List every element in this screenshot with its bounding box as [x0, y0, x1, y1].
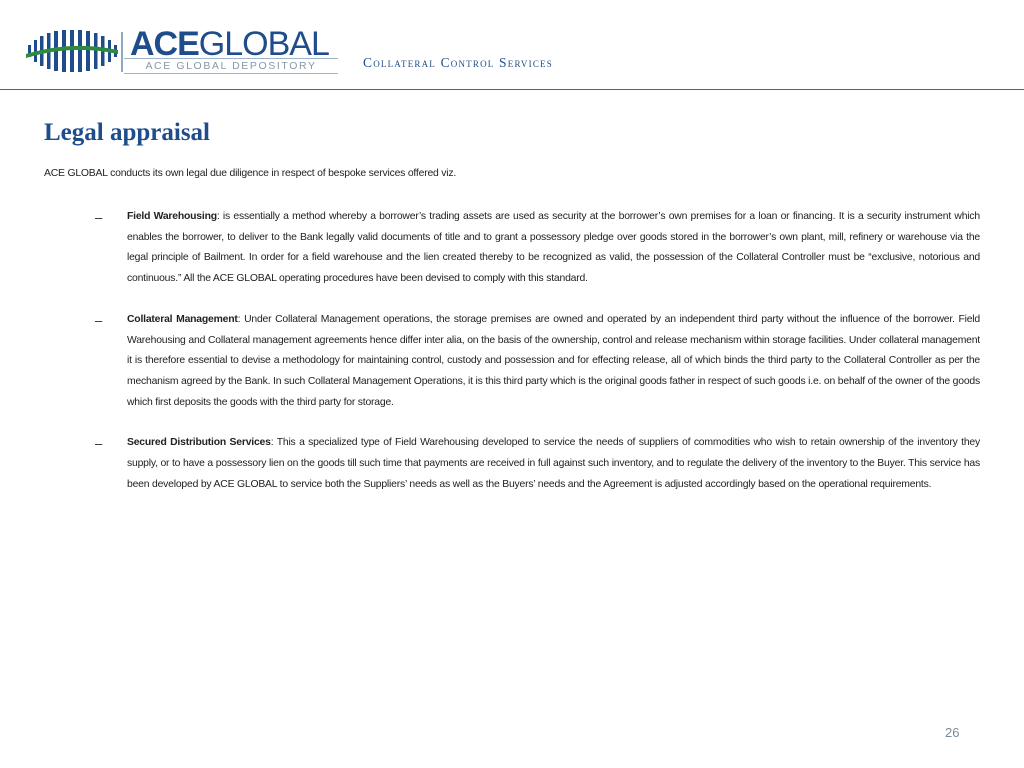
bullet-separator: : — [237, 313, 241, 325]
bullet-heading: Field Warehousing — [127, 211, 217, 222]
bullet-body: This a specialized type of Field Warehousing developed to service the needs of suppliers of commodities who wish to retain ownership of the inventory they supply, or to have a possessory lien on the goods till such time that payments are received in full against such inventory, and to regulate the delivery of the inventory to the Buyer. This service has been developed by ACE GLOBAL to service both the Suppliers’ needs as well as the Buyers’ needs and the Agreement is adjusted accordingly based on the operational requirements. — [127, 437, 980, 490]
intro-paragraph: ACE GLOBAL conducts its own legal due diligence in respect of bespoke services offered viz. — [44, 168, 457, 179]
page-title: Legal appraisal — [44, 119, 210, 146]
logo-subtitle: ACE GLOBAL DEPOSITORY — [124, 58, 338, 74]
bullet-secured-distribution — [95, 433, 980, 495]
bullet-text — [127, 433, 980, 495]
bullet-body: is essentially a method whereby a borrower’s trading assets are used as security at the borrower’s own premises for a loan or financing. It is a security instrument which enables the borrower, to deliver to the Bank legally valid documents of title and to grant a possessory pledge over goods stored in the borrower’s own plant, mill, refinery or warehouse via the legal principle of Bailment. In order for a field warehouse and the lien created thereby to be recognized as valid, the possession of the Collateral Controller must be “exclusive, notorious and continuous.” All the ACE GLOBAL operating procedures have been devised to comply with this standard. — [127, 211, 980, 285]
bullet-heading: Collateral Management — [127, 313, 238, 325]
logo-ace-text: ACE — [130, 25, 199, 63]
bullet-dash: – — [95, 436, 103, 452]
bullet-collateral-management — [95, 310, 980, 414]
header-divider — [0, 89, 1024, 90]
bullet-separator: : — [216, 211, 220, 222]
bullet-heading: Secured Distribution Services — [127, 437, 271, 449]
service-bullet-list — [95, 207, 980, 515]
section-title: Collateral Control Services — [363, 55, 553, 70]
logo-divider — [121, 32, 123, 72]
logo-global-text: GLOBAL — [198, 25, 329, 63]
bullet-separator: : — [270, 437, 274, 449]
bullet-text — [127, 310, 980, 414]
header — [0, 0, 1024, 90]
bullet-text — [127, 207, 980, 290]
company-logo — [130, 26, 329, 62]
page-number: 26 — [945, 725, 960, 740]
ace-globe-logo-icon — [26, 30, 118, 72]
bullet-field-warehousing — [95, 207, 980, 290]
bullet-dash: – — [95, 210, 103, 225]
bullet-body: Under Collateral Management operations, the storage premises are owned and operated by an independent third party without the influence of the borrower. Field Warehousing and Collateral management agreements hence differ inter alia, on the basis of the ownership, control and release mechanism within storage facilities. Under collateral management it is therefore essential to devise a methodology for maintaining control, custody and possession and for effecting release, all of which binds the third party to the Collateral Controller as per the mechanism agreed by the Bank. In such Collateral Management Operations, it is this third party which is the original goods father in respect of such goods i.e. on behalf of the owner of the goods which first deposits the goods with the third party for storage. — [127, 313, 980, 408]
bullet-dash: – — [95, 312, 103, 328]
